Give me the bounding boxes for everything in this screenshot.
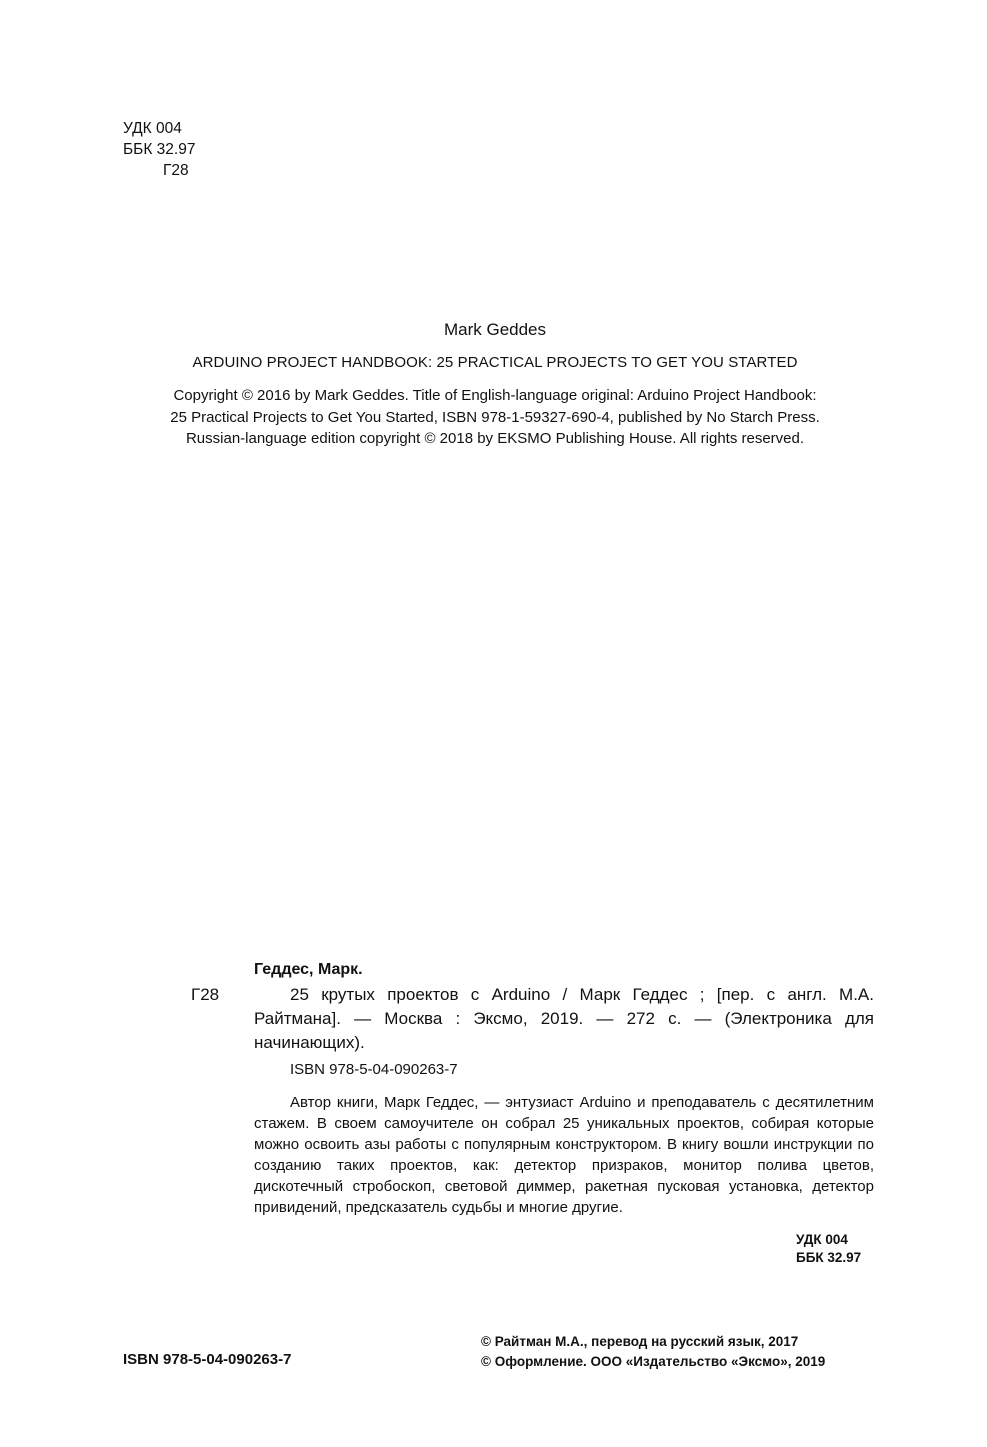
classification-block-bottom — [796, 1231, 861, 1267]
copyright-line: Copyright © 2016 by Mark Geddes. Title of English-language original: Arduino Project Handbook: — [173, 387, 817, 404]
bbk-code: ББК 32.97 — [123, 141, 196, 158]
author-sign: Г28 — [163, 162, 189, 179]
original-copyright — [110, 385, 880, 450]
copyright-design: © Оформление. ООО «Издательство «Эксмо», 2019 — [481, 1353, 826, 1369]
copyright-translation: © Райтман М.А., перевод на русский язык, 2017 — [481, 1334, 799, 1349]
original-title: ARDUINO PROJECT HANDBOOK: 25 PRACTICAL PROJECTS TO GET YOU STARTED — [192, 354, 798, 371]
annotation-text: Автор книги, Марк Геддес, — энтузиаст Arduino и преподаватель с десятилетним стажем. В своем самоучителе он собрал 25 уникальных проектов, собирая которые можно освоить азы работы с популярным конструктором. В книгу вошли инструкции по созданию таких проектов, как: детектор призраков, монитор полива цветов, дискотечный стробоскоп, световой диммер, ракетная пусковая установка, детектор привидений, предсказатель судьбы и многие другие. — [254, 1094, 874, 1216]
footer-isbn: ISBN 978-5-04-090263-7 — [123, 1351, 292, 1368]
original-author: Mark Geddes — [443, 320, 547, 339]
copyright-line: 25 Practical Projects to Get You Started, ISBN 978-1-59327-690-4, published by No Starch Press. — [170, 408, 820, 426]
catalog-isbn: ISBN 978-5-04-090263-7 — [290, 1061, 458, 1078]
bibliographic-text: 25 крутых проектов с Arduino / Марк Геддес ; [пер. с англ. М.А. Райтмана]. — Москва : Эксмо, 2019. — 272 с. — (Электроника для начинающих). — [254, 985, 874, 1052]
udk-code: УДК 004 — [796, 1232, 848, 1247]
catalog-author-sign: Г28 — [191, 985, 220, 1004]
catalog-heading: Геддес, Марк. — [254, 961, 363, 978]
annotation — [254, 1092, 874, 1218]
udk-code: УДК 004 — [123, 120, 182, 137]
classification-block-top — [123, 118, 195, 181]
bibliographic-description — [254, 983, 874, 1055]
copyright-line: Russian-language edition copyright © 2018 by EKSMO Publishing House. All rights reserved. — [185, 430, 805, 447]
bbk-code: ББК 32.97 — [796, 1250, 862, 1265]
footer-copyright — [481, 1332, 825, 1371]
